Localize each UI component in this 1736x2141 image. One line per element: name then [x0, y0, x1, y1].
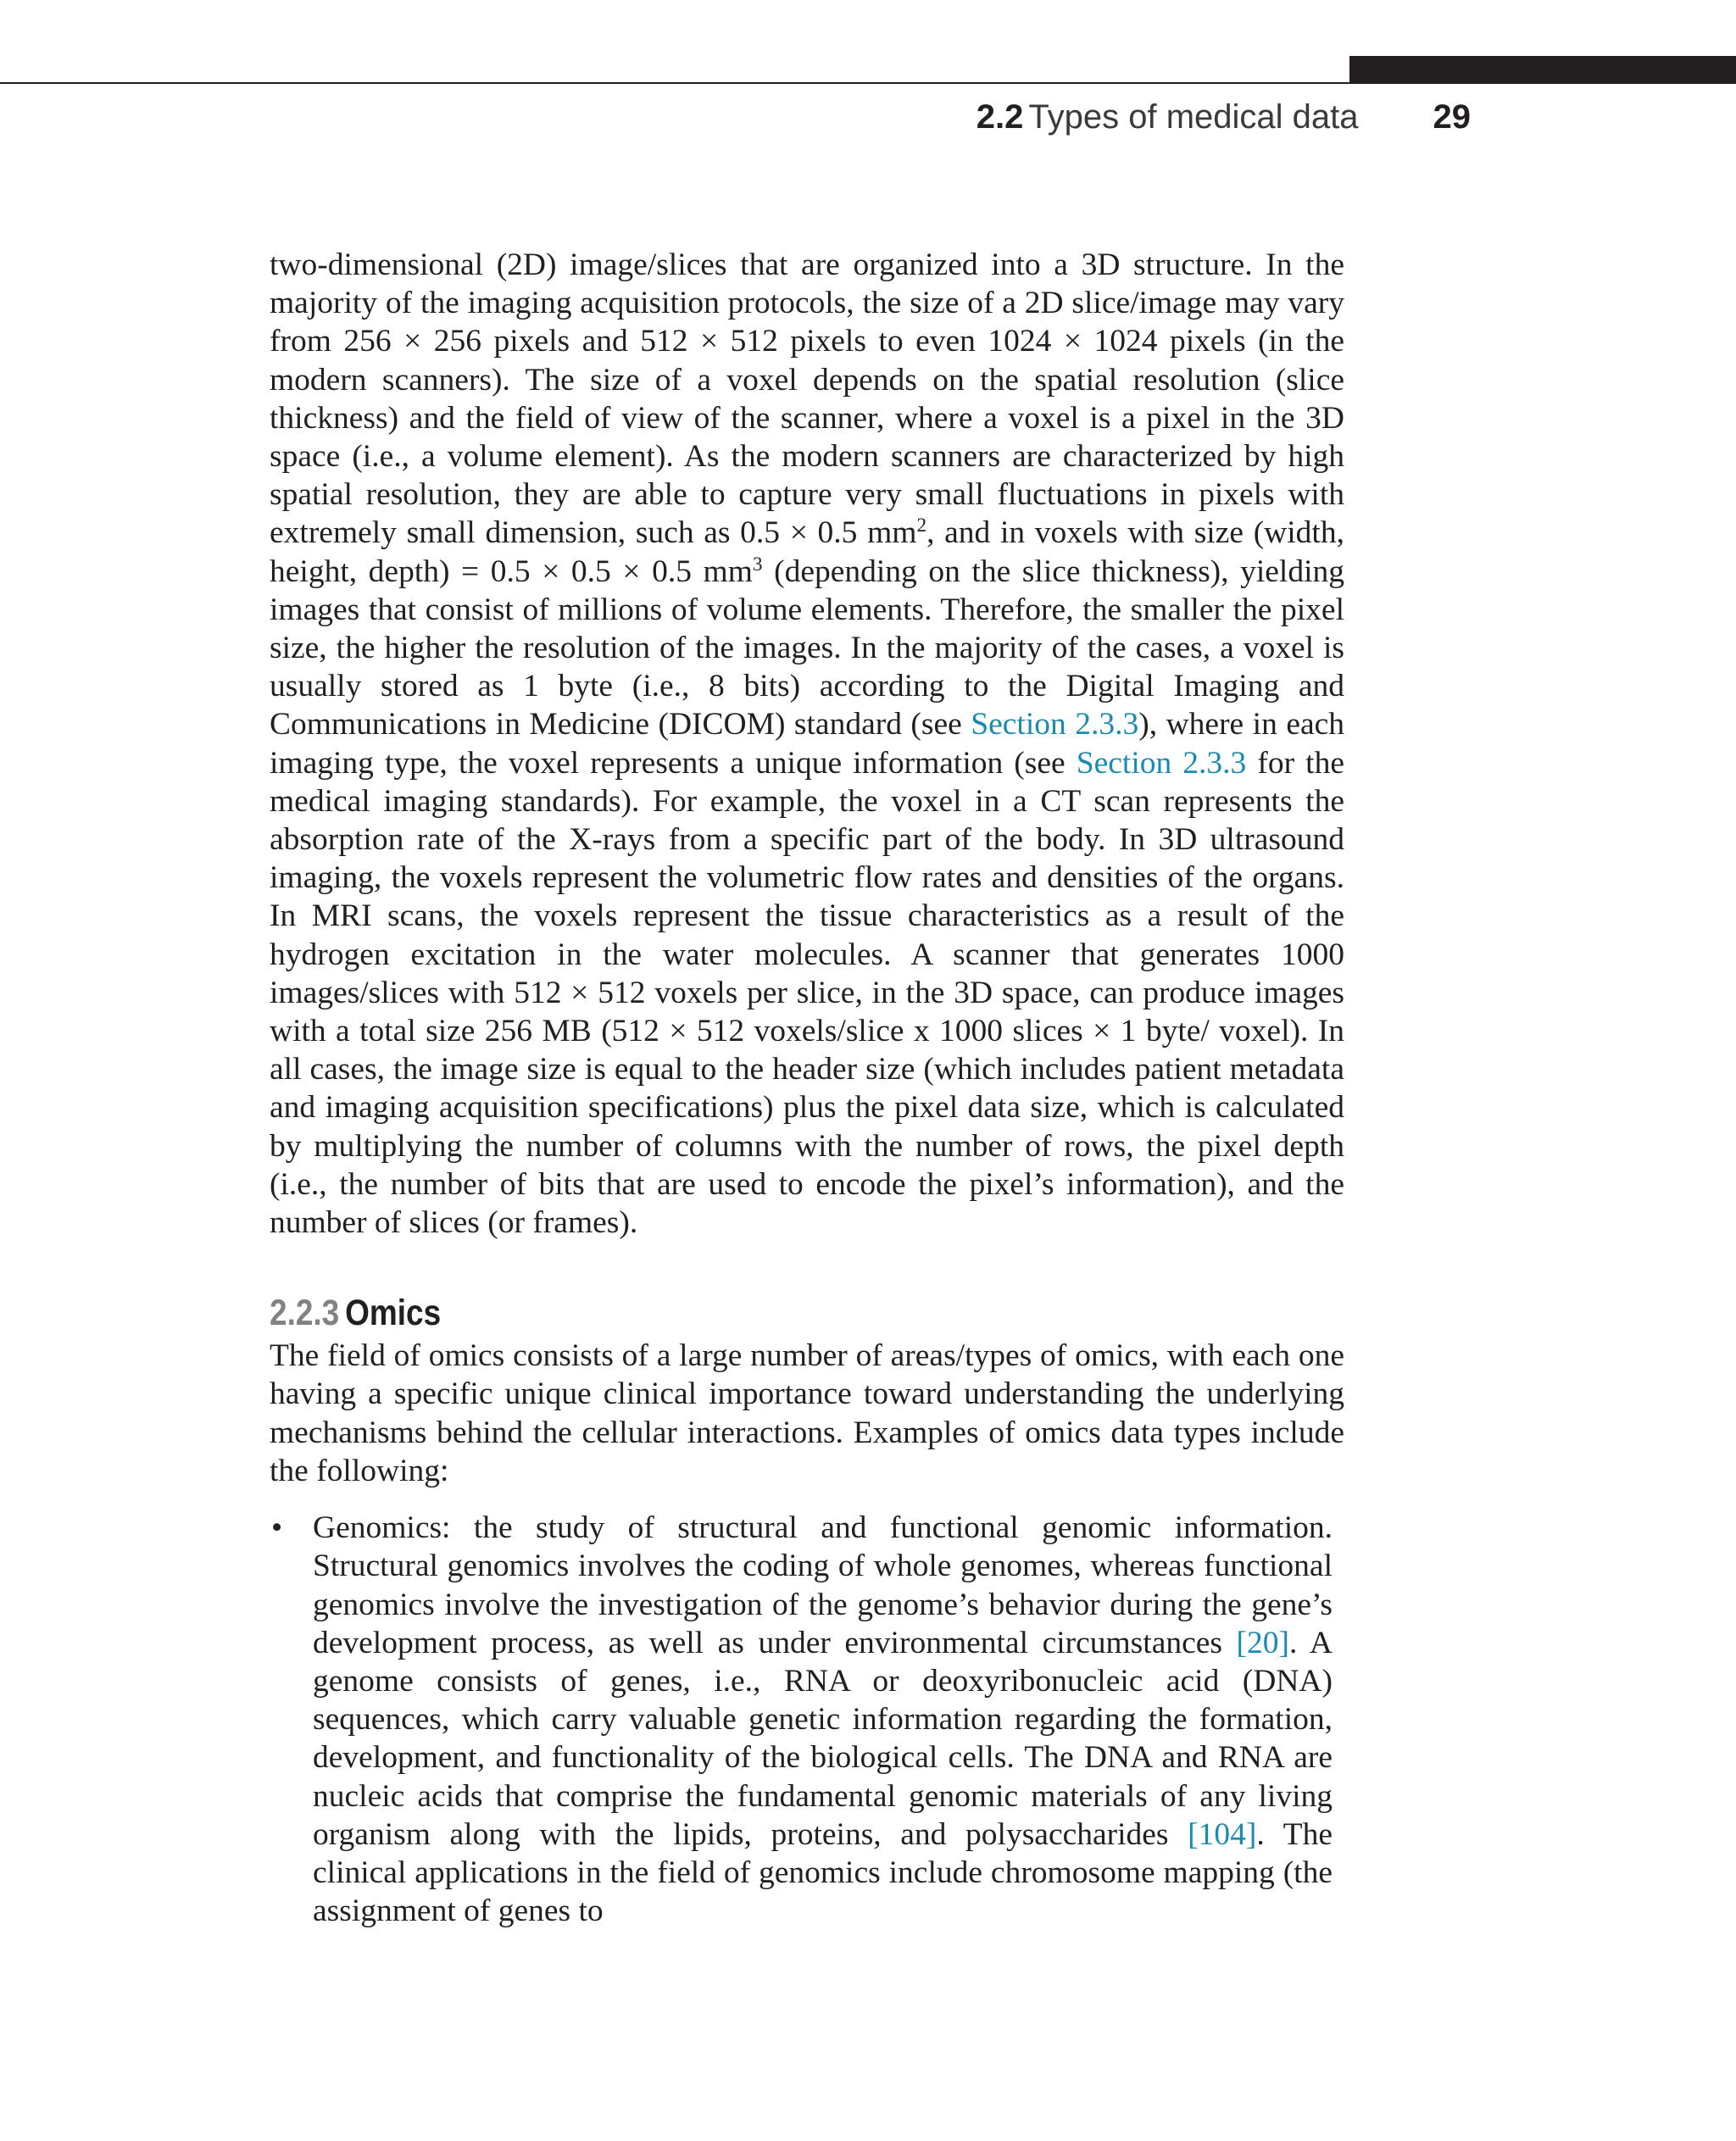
section-link[interactable]: Section 2.3.3: [971, 707, 1139, 742]
page-body: [270, 246, 1344, 1930]
header-tab-block: [1349, 56, 1736, 84]
running-head: [848, 93, 1471, 141]
bullet-marker: •: [271, 1510, 283, 1546]
body-paragraph-omics: The field of omics consists of a large number of areas/types of omics, with each one having a specific unique clinical importance toward understanding the underlying mechanisms behind the cellular interactions. Examples of omics data types include the following:: [270, 1338, 1344, 1488]
citation-link[interactable]: [104]: [1188, 1816, 1257, 1852]
bullet-list: [270, 1509, 1344, 1930]
superscript: 3: [752, 553, 763, 576]
text-run: (depending on the slice thickness), yielding images that consist of millions of volume elements. Therefore, the smaller the pixel size, the higher the resolution of the images. In the majority of the cases, a voxel is usually stored as 1 byte (i.e., 8 bits) according to the Digital Imaging and Communications in Medicine (DICOM) standard (see: [270, 553, 1344, 742]
section-title: Omics: [345, 1293, 442, 1334]
running-head-title: Types of medical data: [1028, 98, 1359, 136]
text-run: two-dimensional (2D) image/slices that are organized into a 3D structure. In the majority of the imaging acquisition protocols, the size of a 2D slice/image may vary from 256 × 256 pixels and 512 × 512 pixels to even 1024 × 1024 pixels (in the modern scanners). The size of a voxel depends on the spatial resolution (slice thickness) and the field of view of the scanner, where a voxel is a pixel in the 3D space (i.e., a volume element). As the modern scanners are characterized by high spatial resolution, they are able to capture very small fluctuations in pixels with extremely small dimension, such as 0.5 × 0.5 mm: [270, 247, 1344, 551]
running-head-section-number: 2.2: [976, 98, 1024, 136]
text-run: for the medical imaging standards). For example, the voxel in a CT scan represents the absorption rate of the X-rays from a specific part of the body. In 3D ultrasound imaging, the voxels represent the volumetric flow rates and densities of the organs. In MRI scans, the voxels represent the tissue characteristics as a result of the hydrogen excitation in the water molecules. A scanner that generates 1000 images/slices with 512 × 512 voxels per slice, in the 3D space, can produce images with a total size 256 MB (512 × 512 voxels/slice x 1000 slices × 1 byte/ voxel). In all cases, the image size is equal to the header size (which includes patient metadata and imaging acquisition specifications) plus the pixel data size, which is calculated by multiplying the number of columns with the number of rows, the pixel depth (i.e., the number of bits that are used to encode the pixel’s information), and the number of slices (or frames).: [270, 745, 1344, 1241]
page-number: 29: [1433, 98, 1471, 136]
citation-link[interactable]: [20]: [1236, 1625, 1290, 1660]
text-run: , and in voxels with size (width, height, depth) = 0.5 × 0.5 × 0.5 mm: [270, 515, 1344, 589]
list-item: [270, 1509, 1344, 1930]
section-number: 2.2.3: [270, 1293, 340, 1334]
superscript: 2: [916, 514, 927, 537]
body-paragraph-imaging: [270, 246, 1344, 1242]
section-link[interactable]: Section 2.3.3: [1076, 745, 1247, 781]
text-run: . A genome consists of genes, i.e., RNA or deoxyribonucleic acid (DNA) sequences, which carry valuable genetic information regarding the formation, development, and functionality of the biological cells. The DNA and RNA are nucleic acids that comprise the fundamental genomic materials of any living organism along with the lipids, proteins, and polysaccharides: [313, 1625, 1333, 1852]
text-run: Genomics: the study of structural and functional genomic information. Structural genomics involves the coding of whole genomes, whereas functional genomics involve the investigation of the genome’s behavior during the gene’s development process, as well as under environmental circumstances: [313, 1510, 1333, 1660]
text-run: . The clinical applications in the field of genomics include chromosome mapping (the assignment of genes to: [313, 1816, 1333, 1929]
section-heading: [270, 1289, 1194, 1337]
text-run: ), where in each imaging type, the voxel represents a unique information (see: [270, 707, 1345, 781]
